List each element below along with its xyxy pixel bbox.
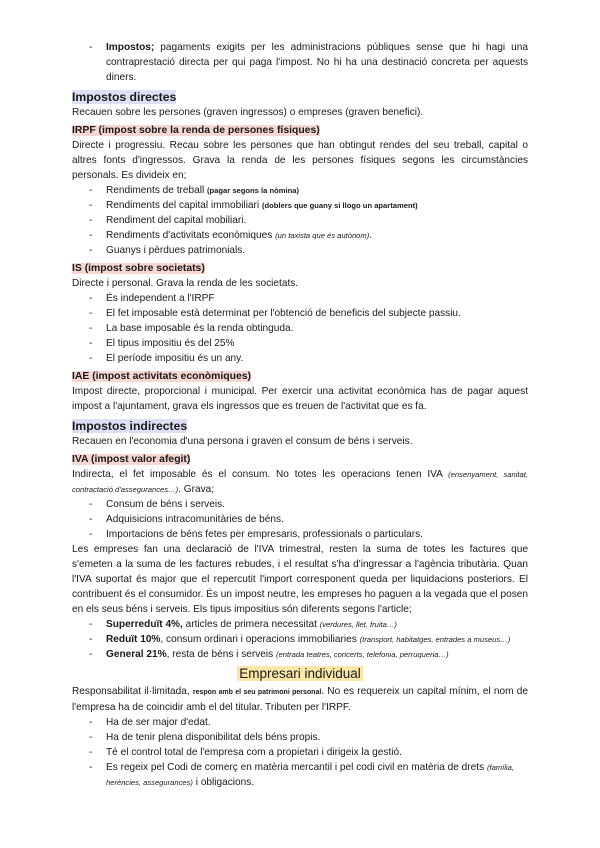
empresari-individual-heading: Empresari individual	[239, 666, 361, 681]
iva-list	[72, 497, 528, 542]
list-item: - El període impositiu és un any.	[72, 351, 528, 366]
rate-note: (verdures, llet, fruita…)	[319, 620, 397, 629]
empresari-note: respon amb el seu patrimoni personal	[192, 689, 322, 696]
iae-description: Impost directe, proporcional i municipal. Per exercir una activitat econòmica has de pagar aquest impost a l'ajuntament, grava els ingressos que es treuen de l'activitat que es fa.	[72, 386, 528, 412]
rate-label: Reduït 10%	[106, 634, 161, 645]
irpf-heading: IRPF (impost sobre la renda de persones físiques)	[72, 125, 320, 136]
impostos-directes-intro: Recauen sobre les persones (graven ingressos) o empreses (graven benefici).	[72, 107, 424, 118]
iva-rates-list	[72, 617, 528, 662]
list-item: - El fet imposable està determinat per l'obtenció de beneficis del subjecte passiu.	[72, 306, 528, 321]
impostos-term: Impostos;	[106, 42, 155, 53]
is-list	[72, 291, 528, 366]
impostos-definition	[72, 40, 528, 85]
impostos-indirectes-heading: Impostos indirectes	[72, 419, 188, 433]
list-item: - És independent a l'IRPF	[72, 291, 528, 306]
item-note: (família, herències, assegurances)	[106, 763, 514, 787]
irpf-list	[72, 183, 528, 258]
list-item: - Ha de tenir plena disponibilitat dels béns propis.	[72, 730, 528, 745]
list-item: - Guanys i pèrdues patrimonials.	[72, 243, 528, 258]
list-item: - Adquisicions intracomunitàries de béns.	[72, 512, 528, 527]
is-heading: IS (impost sobre societats)	[72, 263, 205, 274]
is-description: Directe i personal. Grava la renda de les societats.	[72, 278, 299, 289]
irpf-description: Directe i progressiu. Recau sobre les persones que han obtingut rendes del seu treball, capital o altres fonts d'ingressos. Grava la renda de les persones físiques segons les circumstàncies personals. Es divideix en;	[72, 140, 528, 181]
document-page	[72, 40, 528, 790]
iva-description: Indirecta, el fet imposable és el consum. No totes les operacions tenen IVA (ensenyament, sanitat, contractació d'assegurances…). Grava;	[72, 469, 528, 495]
list-item: - Rendiments d'activitats econòmiques (un taxista que és autònom).	[72, 228, 528, 243]
list-item: - Rendiment del capital mobiliari.	[72, 213, 528, 228]
iae-heading: IAE (impost activitats econòmiques)	[72, 371, 251, 382]
rate-label: Superreduït 4%,	[106, 619, 183, 630]
list-item: - Consum de béns i serveis.	[72, 497, 528, 512]
item-note: (doblers que guany si llogo un apartament)	[261, 201, 418, 210]
list-item: - Importacions de béns fetes per empresaris, professionals o particulars.	[72, 527, 528, 542]
impostos-definition-list	[72, 40, 528, 85]
rate-note: (entrada teatres, concerts, telefonia, perruqueria…)	[276, 650, 449, 659]
impostos-directes-heading: Impostos directes	[72, 90, 177, 104]
list-item: - La base imposable és la renda obtinguda.	[72, 321, 528, 336]
rate-note: (transport, habitatges, entrades a museus…)	[359, 635, 511, 644]
iva-note: (ensenyament, sanitat, contractació d'assegurances…)	[72, 470, 528, 494]
iva-heading: IVA (impost valor afegit)	[72, 454, 191, 465]
rate-label: General 21%	[106, 649, 167, 660]
iva-paragraph: Les empreses fan una declaració de l'IVA trimestral, resten la suma de totes les factures que s'emeten a la suma de les factures rebudes, i el resultat s'ha d'ingressar a l'agència tributària. Quan l'IVA suportat és major que el repercutit l'import corresponent queda per liquidacions posteriors. El contribuent és el consumidor. És un impost neutre, les empreses ho paguen a la vegada que el posen en els seus béns i serveis. Els tipus impositius són diferents segons l'article;	[72, 544, 528, 615]
list-item: - Rendiments de treball (pagar segons la nòmina)	[72, 183, 528, 198]
list-item: - Ha de ser major d'edat.	[72, 715, 528, 730]
list-item: - Té el control total de l'empresa com a propietari i dirigeix la gestió.	[72, 745, 528, 760]
rate-item: - Superreduït 4%, articles de primera necessitat (verdures, llet, fruita…)	[72, 617, 528, 632]
list-item: - Rendiments del capital immobiliari (doblers que guany si llogo un apartament)	[72, 198, 528, 213]
item-note: (pagar segons la nòmina)	[207, 186, 299, 195]
rate-item: - General 21%, resta de béns i serveis (entrada teatres, concerts, telefonia, perruqueria…)	[72, 647, 528, 662]
list-item: - El tipus impositiu és del 25%	[72, 336, 528, 351]
impostos-definition-text: pagaments exigits per les administracions públiques sense que hi hagi una contraprestació directa per qui paga l'impost. No hi ha una destinació concreta per aquests diners.	[106, 42, 528, 83]
item-note: (un taxista que és autònom)	[275, 231, 370, 240]
list-item: - Es regeix pel Codi de comerç en matèria mercantil i pel codi civil en matèria de drets (família, herències, assegurances) i obligacions.	[72, 760, 528, 790]
impostos-indirectes-intro: Recauen en l'economia d'una persona i graven el consum de béns i serveis.	[72, 436, 413, 447]
empresari-description: Responsabilitat il·limitada, respon amb el seu patrimoni personal. No es requereix un capital mínim, el nom de l'empresa ha de coincidir amb el del titular. Tributen per l'IRPF.	[72, 686, 529, 713]
rate-item: - Reduït 10%, consum ordinari i operacions immobiliaries (transport, habitatges, entrades a museus…)	[72, 632, 528, 647]
empresari-list	[72, 715, 528, 790]
